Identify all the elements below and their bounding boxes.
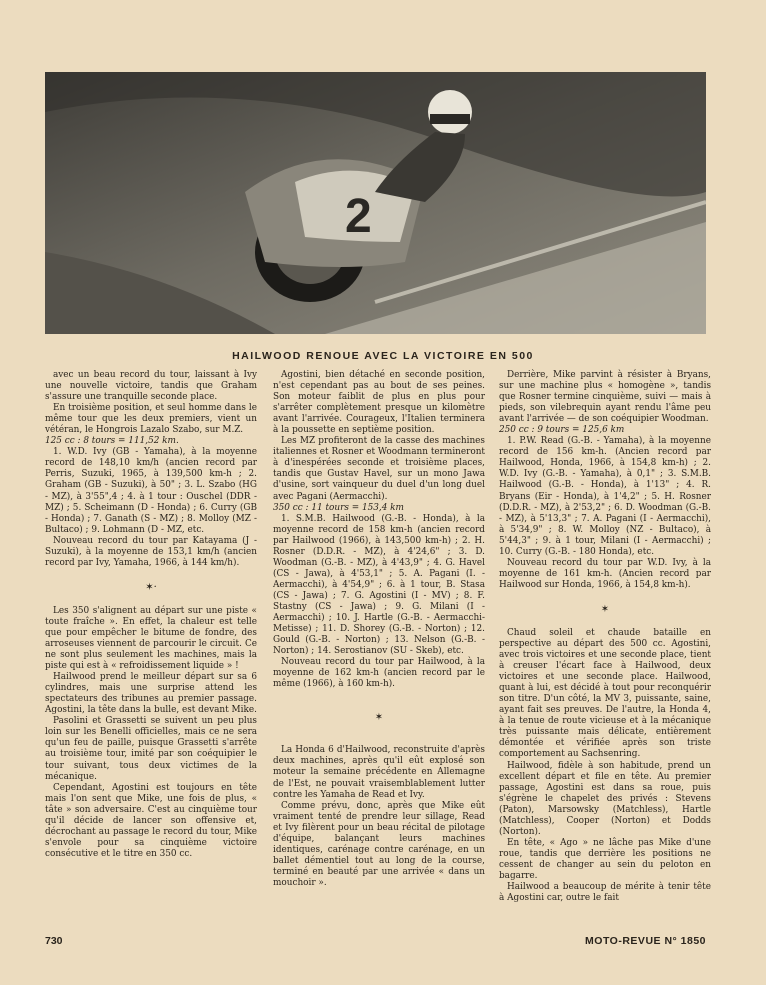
article-column-3: [499, 370, 711, 904]
paragraph: En tête, « Ago » ne lâche pas Mike d'une roue, tandis que derrière les positions ne cessent de changer au sein du peloton en bagarre.: [499, 837, 711, 881]
paragraph: Derrière, Mike parvint à résister à Bryans, sur une machine plus « homogène », tandis que Rosner termine cinquième, suivi — mais à pieds, son vilebrequin ayant rendu l'âme peu avant l'arrivée — de son coéquipier Woodman.: [499, 370, 711, 425]
section-separator: ✶: [600, 603, 610, 615]
paragraph: La Honda 6 d'Hailwood, reconstruite d'après deux machines, après qu'il eût explosé son moteur la semaine précédente en Allemagne de l'Est, ne pouvait vraisemblablement lutter contre les Yamaha de Read et Ivy.: [273, 745, 485, 800]
article-column-1: [45, 370, 257, 860]
paragraph: Les 350 s'alignent au départ sur une piste « toute fraîche ». En effet, la chaleur est telle que pour empêcher le bitume de fondre, des arroseuses viennent de parcourir le circuit. Ce ne sont plus seulement les machines, mais la piste qui est à « refroidissement liquide » !: [45, 605, 257, 672]
page-number: 730: [45, 935, 63, 947]
paragraph: Nouveau record du tour par Hailwood, à la moyenne de 162 km-h (ancien record par le même (1966), à 160 km-h).: [273, 657, 485, 690]
paragraph: Nouveau record du tour par Katayama (J - Suzuki), à la moyenne de 153,1 km/h (ancien record par Ivy, Yamaha, 1966, à 144 km/h).: [45, 535, 257, 568]
paragraph: avec un beau record du tour, laissant à Ivy une nouvelle victoire, tandis que Graham s'assure une tranquille seconde place.: [45, 370, 257, 403]
paragraph: Chaud soleil et chaude bataille en perspective au départ des 500 cc. Agostini, avec trois victoires et une seconde place, tient à creuser l'écart face à Hailwood, deux victoires et une seconde place. Hailwood, quant à lui, est décidé à tout pour reconquérir son titre. D'un côté, la MV 3, puissante, saine, ayant fait ses preuves. De l'autre, la Honda 4, à la tenue de route vicieuse et à la mécanique très puissante mais délicate, entièrement démontée et vérifiée après son triste comportement au Sachsenring.: [499, 627, 711, 760]
fairing-number: 2: [345, 190, 372, 243]
paragraph: Les MZ profiteront de la casse des machines italiennes et Rosner et Woodmann termineront à d'inespérées seconde et troisième places, tandis que Gustav Havel, sur un mono Jawa d'usine, sort vainqueur du duel d'un long duel avec Pagani (Aermacchi).: [273, 436, 485, 502]
paragraph: Hailwood, fidèle à son habitude, prend un excellent départ et file en tête. Au premier passage, Agostini est dans sa roue, puis s'égrène le chapelet des privés : Stevens (Paton), Marsowsky (Matchless), Hartle (Matchless), Cooper (Norton) et Dodds (Norton).: [499, 760, 711, 837]
paragraph: Comme prévu, donc, après que Mike eût vraiment tenté de prendre leur sillage, Read et Ivy filèrent pour un beau récital de pilotage d'équipe, balançant leurs machines identiques, carénage contre carénage, en un ballet démentiel tout au long de la course, terminé en beauté par une arrivée « dans un mouchoir ».: [273, 800, 485, 888]
paragraph: Nouveau record du tour par W.D. Ivy, à la moyenne de 161 km-h. (Ancien record par Hailwood sur Honda, 1966, à 154,8 km-h).: [499, 557, 711, 590]
race-subheading: 125 cc : 8 tours = 111,52 km.: [45, 436, 179, 447]
photo-caption: HAILWOOD RENOUE AVEC LA VICTOIRE EN 500: [232, 350, 534, 362]
section-separator: ✶·: [145, 581, 157, 593]
paragraph: Pasolini et Grassetti se suivent un peu plus loin sur les Benelli officielles, mais ce ne sera qu'un feu de paille, puisque Grassetti s'arrête au troisième tour, imité par son coéquipier le tour suivant, tous deux victimes de la mécanique.: [45, 716, 257, 782]
article-column-2: [273, 370, 485, 889]
paragraph: Agostini, bien détaché en seconde position, n'est cependant pas au bout de ses peines. Son moteur faiblit de plus en plus pour s'arrêter complètement presque un kilomètre avant l'arrivée. Courageux, l'Italien terminera à la poussette en septième position.: [273, 370, 485, 436]
paragraph: 1. W.D. Ivy (GB - Yamaha), à la moyenne record de 148,10 km/h (ancien record par Perris, Suzuki, 1965, à 139,500 km-h ; 2. Graham (GB - Suzuki), à 50" ; 3. L. Szabo (HG - MZ), à 3'55",4 ; 4. à 1 tour : Ouschel (DDR - MZ) ; 5. Scheimann (D - Honda) ; 6. Curry (GB - Honda) ; 7. Ganath (S - MZ) ; 8. Molloy (MZ - Bultaco) ; 9. Lohmann (D - MZ, etc.: [45, 447, 257, 535]
magazine-issue: MOTO-REVUE N° 1850: [585, 935, 706, 947]
paragraph: 1. P.W. Read (G.-B. - Yamaha), à la moyenne record de 156 km-h. (Ancien record par Hailwood, Honda, 1966, à 154,8 km-h) ; 2. W.D. Ivy (G.-B. - Yamaha), à 0,1" ; 3. S.M.B. Hailwood (G.-B. - Honda), à 1'13" ; 4. R. Bryans (Eir - Honda), à 1'4,2" ; 5. H. Rosner (D.D.R. - MZ), à 2'53,2" ; 6. D. Woodman (G.-B. - MZ), à 5'13,3" ; 7. A. Pagani (I - Aermacchi), à 5'34,9" ; 8. W. Molloy (NZ - Bultaco), à 5'44,3" ; 9. à 1 tour, Milani (I - Aermacchi) ; 10. Curry (G.-B. - 180 Honda), etc.: [499, 436, 711, 557]
paragraph: 1. S.M.B. Hailwood (G.-B. - Honda), à la moyenne record de 158 km-h (ancien record par Hailwood (1966), à 143,500 km-h) ; 2. H. Rosner (D.D.R. - MZ), à 4'24,6" ; 3. D. Woodman (G.-B. - MZ), à 4'43,9" ; 4. G. Havel (CS - Jawa), à 4'53,1" ; 5. A. Pagani (I. - Aermacchi), à 4'54,9" ; 6. à 1 tour, B. Stasa (CS - Jawa) ; 7. G. Agostini (I - MV) ; 8. F. Stastny (CS - Jawa) ; 9. G. Milani (I - Aermacchi) ; 10. J. Hartle (G.-B. - Aermacchi-Metisse) ; 11. D. Shorey (G.-B. - Norton) ; 12. Gould (G.-B. - Norton) ; 13. Nelson (G.-B. - Norton) ; 14. Serostianov (SU - Skeb), etc.: [273, 513, 485, 657]
race-subheading: 350 cc : 11 tours = 153,4 km: [273, 502, 404, 513]
paragraph: Hailwood a beaucoup de mérite à tenir tête à Agostini car, outre le fait: [499, 882, 711, 904]
paragraph: Hailwood prend le meilleur départ sur sa 6 cylindres, mais une surprise attend les spectateurs des tribunes au premier passage. Agostini, la tête dans la bulle, est devant Mike.: [45, 672, 257, 716]
paragraph: En troisième position, et seul homme dans le même tour que les deux premiers, vient un vétéran, le Hongrois Lazalo Szabo, sur M.Z.: [45, 403, 257, 436]
paragraph: Cependant, Agostini est toujours en tête mais l'on sent que Mike, une fois de plus, « tâte » son adversaire. C'est au cinquième tour qu'il décide de lancer son offensive et, décrochant au passage le record du tour, Mike s'envole pour sa cinquième victoire consécutive et le titre en 350 cc.: [45, 782, 257, 859]
race-subheading: 250 cc : 9 tours = 125,6 km: [499, 425, 625, 436]
section-separator: ✶: [374, 712, 384, 724]
motorcycle-racer-image: [45, 72, 706, 334]
race-photo: [45, 72, 706, 334]
